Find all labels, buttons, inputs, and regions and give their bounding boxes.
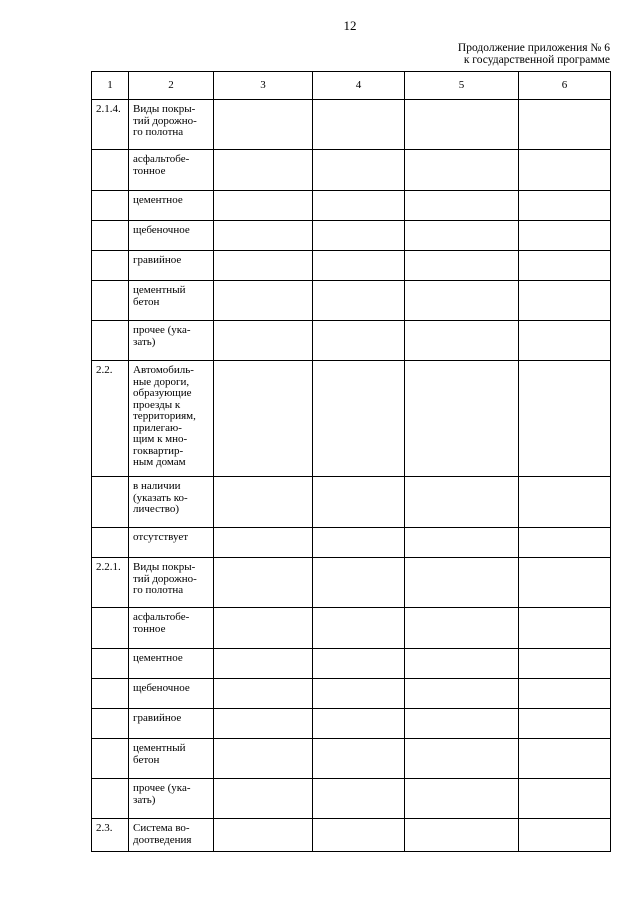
row-label-cell [129, 100, 214, 150]
empty-cell-col-3 [214, 528, 313, 558]
empty-cell-col-3 [214, 779, 313, 819]
row-label-cell [129, 608, 214, 649]
table-row [92, 281, 611, 321]
empty-cell-col-3 [214, 100, 313, 150]
row-number-cell [92, 221, 129, 251]
table-row [92, 779, 611, 819]
row-number: 2.2. [96, 364, 113, 376]
row-number-cell [92, 100, 129, 150]
row-label-cell [129, 221, 214, 251]
table-row [92, 709, 611, 739]
row-number [92, 281, 128, 287]
empty-cell-col-4 [313, 558, 405, 608]
row-label: Виды покры- тий дорожно- го полотна [133, 103, 197, 138]
table-row [92, 739, 611, 779]
row-label: гравийное [133, 712, 182, 724]
empty-cell-col-4 [313, 361, 405, 477]
empty-cell-col-4 [313, 528, 405, 558]
empty-cell-col-6 [519, 281, 611, 321]
empty-cell-col-4 [313, 679, 405, 709]
row-number [92, 221, 128, 227]
row-label-cell [129, 709, 214, 739]
row-label-cell [129, 779, 214, 819]
row-number-cell [92, 281, 129, 321]
row-number-cell [92, 819, 129, 852]
row-number-cell [92, 739, 129, 779]
empty-cell-col-4 [313, 779, 405, 819]
table-row [92, 528, 611, 558]
row-label: цементное [133, 652, 183, 664]
row-label-cell [129, 649, 214, 679]
empty-cell-col-3 [214, 251, 313, 281]
table-row [92, 191, 611, 221]
empty-cell-col-6 [519, 528, 611, 558]
empty-cell-col-6 [519, 361, 611, 477]
table-row [92, 649, 611, 679]
row-label-cell [129, 191, 214, 221]
empty-cell-col-5 [405, 608, 519, 649]
row-label-cell [129, 477, 214, 528]
table-row [92, 100, 611, 150]
program-table [91, 71, 611, 852]
row-label-cell [129, 281, 214, 321]
empty-cell-col-6 [519, 709, 611, 739]
empty-cell-col-4 [313, 477, 405, 528]
header-cell-4: 4 [313, 72, 405, 100]
empty-cell-col-5 [405, 100, 519, 150]
row-label: Система во- доотведения [133, 822, 192, 846]
empty-cell-col-6 [519, 739, 611, 779]
table-header-row [92, 72, 611, 100]
empty-cell-col-3 [214, 709, 313, 739]
continuation-line-2: к государственной программе [463, 54, 610, 66]
empty-cell-col-6 [519, 779, 611, 819]
empty-cell-col-3 [214, 679, 313, 709]
empty-cell-col-5 [405, 251, 519, 281]
empty-cell-col-3 [214, 191, 313, 221]
row-number [92, 608, 128, 614]
empty-cell-col-3 [214, 221, 313, 251]
row-label-cell [129, 150, 214, 191]
row-label: прочее (ука- зать) [133, 782, 191, 806]
table-row [92, 221, 611, 251]
page-number: 12 [343, 18, 357, 33]
empty-cell-col-4 [313, 191, 405, 221]
table-row [92, 819, 611, 852]
header-cell-1: 1 [92, 72, 129, 100]
row-number [92, 679, 128, 685]
empty-cell-col-4 [313, 221, 405, 251]
row-number-cell [92, 361, 129, 477]
row-number [92, 739, 128, 745]
empty-cell-col-3 [214, 281, 313, 321]
row-number-cell [92, 321, 129, 361]
row-number-cell [92, 558, 129, 608]
row-number [92, 779, 128, 785]
row-number: 2.1.4. [96, 103, 121, 115]
header-cell-3: 3 [214, 72, 313, 100]
header-cell-2: 2 [129, 72, 214, 100]
row-number [92, 150, 128, 156]
empty-cell-col-6 [519, 477, 611, 528]
row-label-cell [129, 251, 214, 281]
table-row [92, 361, 611, 477]
empty-cell-col-5 [405, 528, 519, 558]
row-label: Автомобиль- ные дороги, образующие проезды к территориям, прилегаю- щим к мно- гоквартир- ным домам [133, 364, 196, 468]
empty-cell-col-6 [519, 191, 611, 221]
row-number-cell [92, 649, 129, 679]
empty-cell-col-5 [405, 739, 519, 779]
table-row [92, 679, 611, 709]
row-number [92, 477, 128, 483]
table-row [92, 608, 611, 649]
empty-cell-col-5 [405, 361, 519, 477]
empty-cell-col-3 [214, 321, 313, 361]
row-number-cell [92, 528, 129, 558]
row-label: прочее (ука- зать) [133, 324, 191, 348]
empty-cell-col-4 [313, 251, 405, 281]
row-number-cell [92, 779, 129, 819]
row-label: в наличии (указать ко- личество) [133, 480, 188, 515]
empty-cell-col-3 [214, 150, 313, 191]
empty-cell-col-6 [519, 679, 611, 709]
row-label: асфальтобе- тонное [133, 611, 190, 635]
row-label: щебеночное [133, 224, 190, 236]
empty-cell-col-6 [519, 100, 611, 150]
empty-cell-col-4 [313, 100, 405, 150]
row-number-cell [92, 608, 129, 649]
row-label: цементный бетон [133, 742, 186, 766]
empty-cell-col-5 [405, 477, 519, 528]
empty-cell-col-5 [405, 679, 519, 709]
row-label-cell [129, 679, 214, 709]
empty-cell-col-5 [405, 321, 519, 361]
row-number [92, 709, 128, 715]
row-number-cell [92, 709, 129, 739]
table-row [92, 321, 611, 361]
row-number [92, 251, 128, 257]
empty-cell-col-3 [214, 649, 313, 679]
empty-cell-col-6 [519, 321, 611, 361]
row-label-cell [129, 361, 214, 477]
continuation-note [350, 42, 610, 66]
empty-cell-col-4 [313, 150, 405, 191]
empty-cell-col-5 [405, 779, 519, 819]
empty-cell-col-4 [313, 608, 405, 649]
row-number: 2.3. [96, 822, 113, 834]
empty-cell-col-4 [313, 281, 405, 321]
row-label-cell [129, 739, 214, 779]
row-number-cell [92, 191, 129, 221]
table-body [92, 72, 611, 852]
empty-cell-col-3 [214, 361, 313, 477]
empty-cell-col-3 [214, 477, 313, 528]
row-label: Виды покры- тий дорожно- го полотна [133, 561, 197, 596]
empty-cell-col-6 [519, 608, 611, 649]
empty-cell-col-4 [313, 739, 405, 779]
row-label: отсутствует [133, 531, 189, 543]
empty-cell-col-5 [405, 709, 519, 739]
row-label: гравийное [133, 254, 182, 266]
row-label: цементный бетон [133, 284, 186, 308]
row-label-cell [129, 528, 214, 558]
empty-cell-col-4 [313, 321, 405, 361]
row-label-cell [129, 558, 214, 608]
empty-cell-col-5 [405, 150, 519, 191]
table-row [92, 251, 611, 281]
empty-cell-col-6 [519, 819, 611, 852]
row-label: щебеночное [133, 682, 190, 694]
header-cell-5: 5 [405, 72, 519, 100]
empty-cell-col-6 [519, 221, 611, 251]
empty-cell-col-5 [405, 649, 519, 679]
empty-cell-col-5 [405, 191, 519, 221]
empty-cell-col-4 [313, 709, 405, 739]
empty-cell-col-5 [405, 221, 519, 251]
row-label-cell [129, 321, 214, 361]
row-number-cell [92, 150, 129, 191]
table-row [92, 477, 611, 528]
empty-cell-col-5 [405, 558, 519, 608]
empty-cell-col-3 [214, 739, 313, 779]
empty-cell-col-4 [313, 819, 405, 852]
empty-cell-col-6 [519, 649, 611, 679]
empty-cell-col-6 [519, 558, 611, 608]
row-number [92, 649, 128, 655]
continuation-line-1: Продолжение приложения № 6 [457, 42, 610, 54]
row-number [92, 191, 128, 197]
row-label-cell [129, 819, 214, 852]
empty-cell-col-4 [313, 649, 405, 679]
empty-cell-col-5 [405, 281, 519, 321]
header-cell-6: 6 [519, 72, 611, 100]
empty-cell-col-3 [214, 819, 313, 852]
row-number [92, 528, 128, 534]
row-label: цементное [133, 194, 183, 206]
table-row [92, 558, 611, 608]
empty-cell-col-6 [519, 251, 611, 281]
empty-cell-col-6 [519, 150, 611, 191]
table-row [92, 150, 611, 191]
row-number-cell [92, 477, 129, 528]
empty-cell-col-3 [214, 608, 313, 649]
empty-cell-col-5 [405, 819, 519, 852]
row-number-cell [92, 679, 129, 709]
row-number [92, 321, 128, 327]
row-number: 2.2.1. [96, 561, 121, 573]
empty-cell-col-3 [214, 558, 313, 608]
row-number-cell [92, 251, 129, 281]
row-label: асфальтобе- тонное [133, 153, 190, 177]
